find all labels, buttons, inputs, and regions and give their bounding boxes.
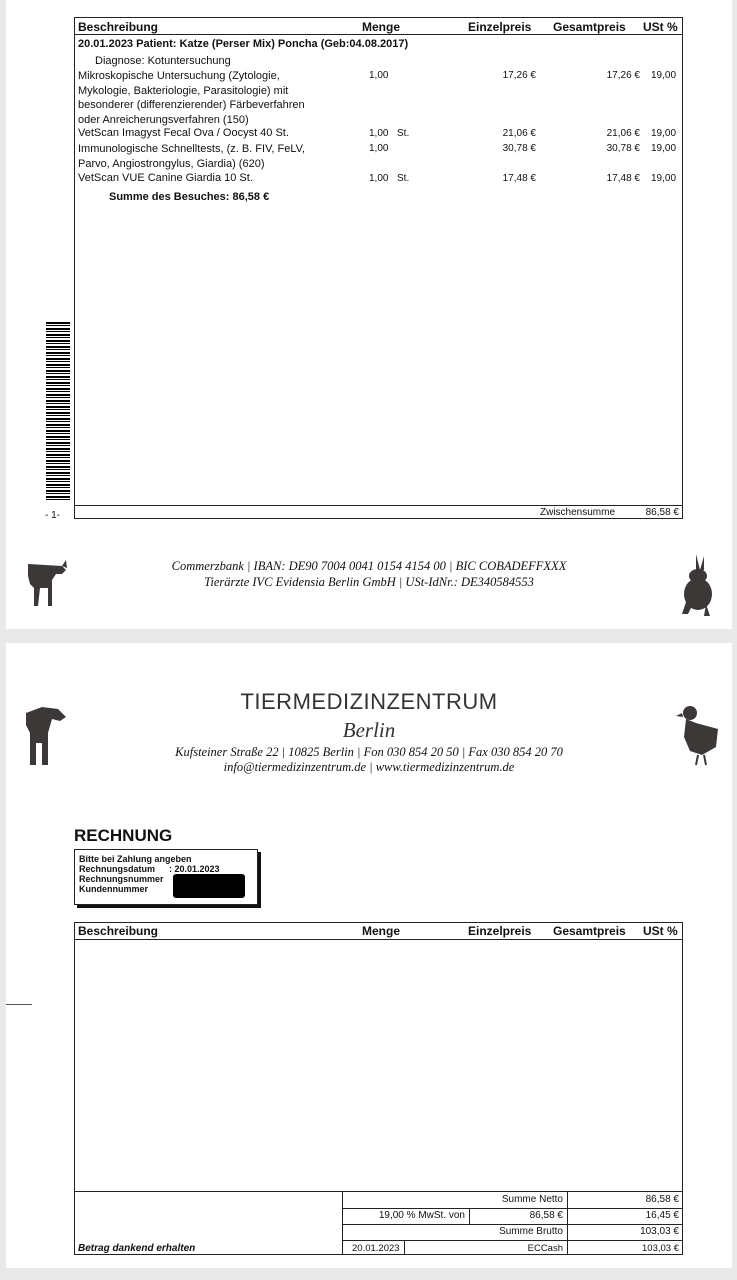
date-value: : 20.01.2023 <box>169 864 220 874</box>
item-1-unit-price: 17,26 € <box>502 70 536 81</box>
fold-mark <box>6 1004 32 1005</box>
item-4-description: VetScan VUE Canine Giardia 10 St. <box>78 172 253 184</box>
item-2-total: 21,06 € <box>606 128 640 139</box>
col-qty-header-2: Menge <box>362 924 401 938</box>
item-4-total: 17,48 € <box>606 173 640 184</box>
subtotal-label: Zwischensumme <box>540 507 616 518</box>
diagnosis: Diagnose: Kotuntersuchung <box>95 55 231 67</box>
item-1-vat: 19,00 <box>651 70 677 81</box>
item-2-qty: 1,00 <box>369 128 389 139</box>
subtotal-value: 86,58 € <box>645 507 679 518</box>
visit-header: 20.01.2023 Patient: Katze (Perser Mix) Poncha (Geb:04.08.2017) <box>78 38 409 50</box>
date-label: Rechnungsdatum <box>79 864 156 874</box>
pay-method: ECCash <box>527 1243 563 1254</box>
col-unit-header: Einzelpreis <box>468 20 532 34</box>
clinic-name: TIERMEDIZINZENTRUM <box>240 689 498 714</box>
vat-amount: 16,45 € <box>645 1210 679 1221</box>
item-2-vat: 19,00 <box>651 128 677 139</box>
item-4-unit-price: 17,48 € <box>502 173 536 184</box>
pay-amount: 103,03 € <box>642 1243 679 1254</box>
netto-label: Summe Netto <box>501 1194 563 1205</box>
item-3-vat: 19,00 <box>651 143 677 154</box>
clinic-web: info@tiermedizinzentrum.de | www.tiermedizinzentrum.de <box>223 760 515 774</box>
col-total-header: Gesamtpreis <box>553 20 626 34</box>
item-1-qty: 1,00 <box>369 70 389 81</box>
vat-label: 19,00 % MwSt. von <box>378 1210 465 1221</box>
invoice-page-2 <box>6 643 732 1268</box>
visit-sum: Summe des Besuches: 86,58 € <box>109 191 270 203</box>
invoice-page-1 <box>6 0 732 629</box>
col-vat-header: USt % <box>643 20 678 34</box>
number-label: Rechnungsnummer <box>79 874 164 884</box>
col-total-header-2: Gesamtpreis <box>553 924 626 938</box>
col-qty-header: Menge <box>362 20 401 34</box>
clinic-city: Berlin <box>342 718 396 742</box>
barcode-icon <box>46 322 70 500</box>
item-3-qty: 1,00 <box>369 143 389 154</box>
col-desc-header-2: Beschreibung <box>78 924 159 938</box>
customer-label: Kundennummer <box>79 884 149 894</box>
pay-date: 20.01.2023 <box>352 1243 400 1254</box>
invoice-title: RECHNUNG <box>74 826 173 845</box>
payment-info-box <box>74 849 258 905</box>
item-2-unit-price: 21,06 € <box>502 128 536 139</box>
item-3-description: Immunologische Schnelltests, (z. B. FIV, FeLV, Parvo, Angiostrongylus, Giardia) (620) <box>78 143 306 170</box>
item-3-unit-price: 30,78 € <box>502 143 536 154</box>
page-number: - 1- <box>45 510 60 521</box>
bank-line-1: Commerzbank | IBAN: DE90 7004 0041 0154 4154 00 | BIC COBADEFFXXX <box>171 559 567 573</box>
pay-note: Bitte bei Zahlung angeben <box>79 854 192 864</box>
col-desc-header: Beschreibung <box>78 20 159 34</box>
col-unit-header-2: Einzelpreis <box>468 924 532 938</box>
item-2-description: VetScan Imagyst Fecal Ova / Oocyst 40 St. <box>78 127 289 139</box>
brutto-label: Summe Brutto <box>499 1226 563 1237</box>
brutto-value: 103,03 € <box>640 1226 679 1237</box>
items-table-frame-2 <box>74 922 683 1255</box>
thanks-note: Betrag dankend erhalten <box>78 1243 196 1254</box>
item-4-unit: St. <box>397 173 410 184</box>
item-1-description: Mikroskopische Untersuchung (Zytologie, Mykologie, Bakteriologie, Parasitologie) mit besonderer (differenzierender) Färbeverfahren oder Anreicherungsverfahren (150) <box>78 70 305 126</box>
item-4-qty: 1,00 <box>369 173 389 184</box>
clinic-address: Kufsteiner Straße 22 | 10825 Berlin | Fon 030 854 20 50 | Fax 030 854 20 70 <box>175 745 563 759</box>
redaction-mark <box>173 874 245 898</box>
item-4-vat: 19,00 <box>651 173 677 184</box>
col-vat-header-2: USt % <box>643 924 678 938</box>
item-1-total: 17,26 € <box>606 70 640 81</box>
bank-line-2: Tierärzte IVC Evidensia Berlin GmbH | USt-IdNr.: DE340584553 <box>204 575 534 589</box>
vat-base: 86,58 € <box>529 1210 563 1221</box>
item-3-total: 30,78 € <box>606 143 640 154</box>
item-2-unit: St. <box>397 128 410 139</box>
netto-value: 86,58 € <box>645 1194 679 1205</box>
